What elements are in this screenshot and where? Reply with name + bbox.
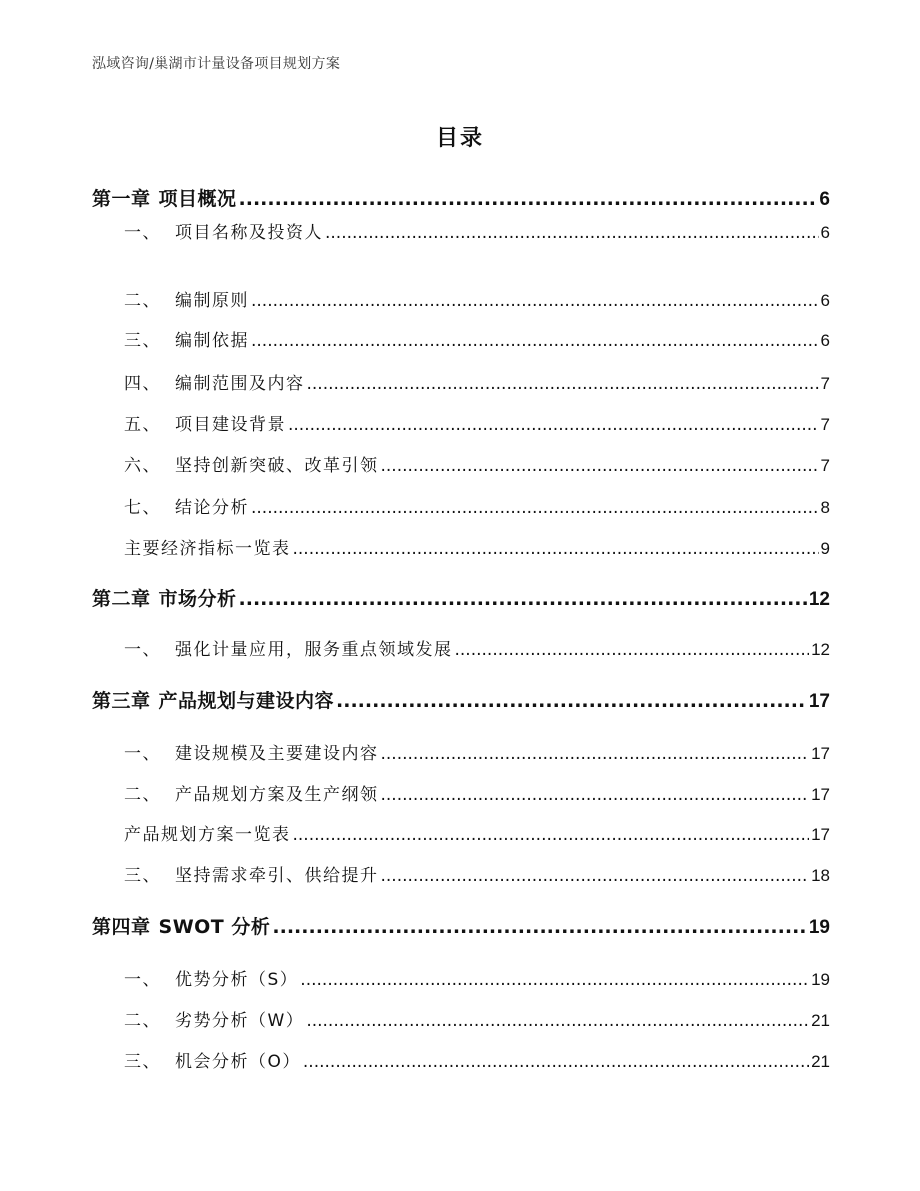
toc-section-entry[interactable] [124,493,830,518]
toc-section-entry[interactable] [124,534,830,559]
toc-entry-label [124,780,379,805]
toc-dot-leader [381,785,810,805]
toc-entry-label [124,635,453,660]
toc-entry-title: 坚持需求牵引、供给提升 [175,866,379,886]
toc-section-entry[interactable] [124,739,830,764]
page-title: 目录 [435,126,484,151]
toc-section-entry[interactable] [124,861,830,886]
toc-entry-label [124,369,305,394]
toc-entry-number: 一、 [124,970,161,990]
toc-entry-label [124,410,286,435]
running-header: 泓域咨询/巢湖市计量设备项目规划方案 [92,56,341,72]
toc-entry-number: 七、 [124,498,161,518]
toc-entry-label [124,1006,304,1031]
toc-entry-title: 坚持创新突破、改革引领 [175,456,379,476]
toc-entry-label [124,218,323,243]
toc-entry-label [124,326,249,351]
toc-section-entry[interactable] [124,780,830,805]
toc-dot-leader [336,690,807,712]
toc-section-entry[interactable] [124,451,830,476]
toc-dot-leader [293,539,819,559]
toc-dot-leader [239,588,807,610]
toc-entry-title: 项目名称及投资人 [175,223,323,243]
toc-entry-title: 项目建设背景 [175,415,286,435]
toc-section-entry[interactable] [124,635,830,660]
toc-entry-title: 强化计量应用，服务重点领域发展 [175,640,453,660]
toc-entry-title: 产品规划与建设内容 [158,690,335,712]
toc-entry-label [92,686,334,713]
toc-page-number: 6 [820,223,830,242]
toc-chapter-entry[interactable] [92,584,830,611]
toc-section-entry[interactable] [124,410,830,435]
toc-page-number: 21 [811,1011,830,1030]
toc-entry-title: 产品规划方案一览表 [124,825,291,845]
toc-dot-leader [239,188,818,210]
table-of-contents [92,0,830,1191]
toc-page-number: 7 [820,456,830,475]
toc-dot-leader [455,640,810,660]
toc-page-number: 17 [811,744,830,763]
toc-section-entry[interactable] [124,369,830,394]
toc-entry-number: 三、 [124,866,161,886]
toc-entry-title: 优势分析（S） [175,970,299,990]
toc-entry-label [124,451,379,476]
toc-entry-number: 第三章 [92,690,151,712]
toc-dot-leader [272,916,806,938]
toc-entry-number: 三、 [124,331,161,351]
toc-page-number: 21 [811,1052,830,1071]
toc-chapter-entry[interactable] [92,686,830,713]
toc-entry-label [124,534,291,559]
toc-dot-leader [325,223,819,243]
toc-page-number: 17 [811,825,830,844]
toc-page-number: 19 [808,917,830,938]
toc-entry-number: 三、 [124,1052,161,1072]
toc-entry-number: 第一章 [92,188,151,210]
toc-dot-leader [251,498,819,518]
toc-dot-leader [288,415,819,435]
toc-entry-label [124,820,291,845]
toc-entry-title: 市场分析 [158,588,237,610]
toc-entry-title: 编制依据 [175,331,249,351]
toc-section-entry[interactable] [124,965,830,990]
toc-dot-leader [251,331,819,351]
toc-dot-leader [307,374,819,394]
toc-page-number: 7 [820,374,830,393]
toc-page-number: 18 [811,866,830,885]
toc-entry-number: 五、 [124,415,161,435]
toc-entry-number: 二、 [124,1011,161,1031]
toc-page-number: 6 [820,291,830,310]
toc-entry-number: 二、 [124,291,161,311]
toc-entry-number: 第四章 [92,916,151,938]
toc-entry-label [124,1047,301,1072]
toc-dot-leader [251,291,819,311]
toc-page-number: 19 [811,970,830,989]
toc-page-number: 9 [820,539,830,558]
toc-page-number: 8 [820,498,830,517]
toc-section-entry[interactable] [124,1047,830,1072]
toc-entry-label [124,861,379,886]
toc-entry-label [124,965,298,990]
toc-page-number: 17 [811,785,830,804]
toc-entry-label [124,493,249,518]
toc-entry-title: 项目概况 [158,188,237,210]
toc-dot-leader [303,1052,809,1072]
toc-entry-number: 一、 [124,640,161,660]
toc-entry-title: 主要经济指标一览表 [124,539,291,559]
toc-entry-label [92,912,270,939]
toc-entry-title: 产品规划方案及生产纲领 [175,785,379,805]
toc-dot-leader [306,1011,809,1031]
toc-page-number: 12 [808,589,830,610]
toc-chapter-entry[interactable] [92,184,830,211]
toc-section-entry[interactable] [124,286,830,311]
toc-entry-title: 编制范围及内容 [175,374,305,394]
toc-chapter-entry[interactable] [92,912,830,939]
toc-dot-leader [381,744,810,764]
toc-entry-title: 建设规模及主要建设内容 [175,744,379,764]
toc-entry-number: 一、 [124,744,161,764]
toc-entry-number: 四、 [124,374,161,394]
toc-section-entry[interactable] [124,820,830,845]
toc-page-number: 17 [808,691,830,712]
toc-page-number: 6 [819,189,830,210]
toc-entry-number: 第二章 [92,588,151,610]
toc-dot-leader [300,970,809,990]
toc-entry-number: 二、 [124,785,161,805]
toc-dot-leader [293,825,810,845]
toc-page-number: 12 [811,640,830,659]
toc-page-number: 7 [820,415,830,434]
toc-entry-label [92,184,237,211]
toc-entry-number: 一、 [124,223,161,243]
toc-section-entry[interactable] [124,326,830,351]
toc-entry-title: 劣势分析（W） [175,1011,305,1031]
toc-page-number: 6 [820,331,830,350]
toc-entry-title: 机会分析（O） [175,1052,301,1072]
toc-entry-label [124,286,249,311]
toc-entry-number: 六、 [124,456,161,476]
toc-entry-label [92,584,237,611]
toc-entry-label [124,739,379,764]
toc-dot-leader [381,456,819,476]
toc-section-entry[interactable] [124,1006,830,1031]
toc-section-entry[interactable] [124,218,830,243]
toc-entry-title: SWOT 分析 [158,916,271,938]
toc-entry-title: 结论分析 [175,498,249,518]
toc-entry-title: 编制原则 [175,291,249,311]
toc-dot-leader [381,866,810,886]
